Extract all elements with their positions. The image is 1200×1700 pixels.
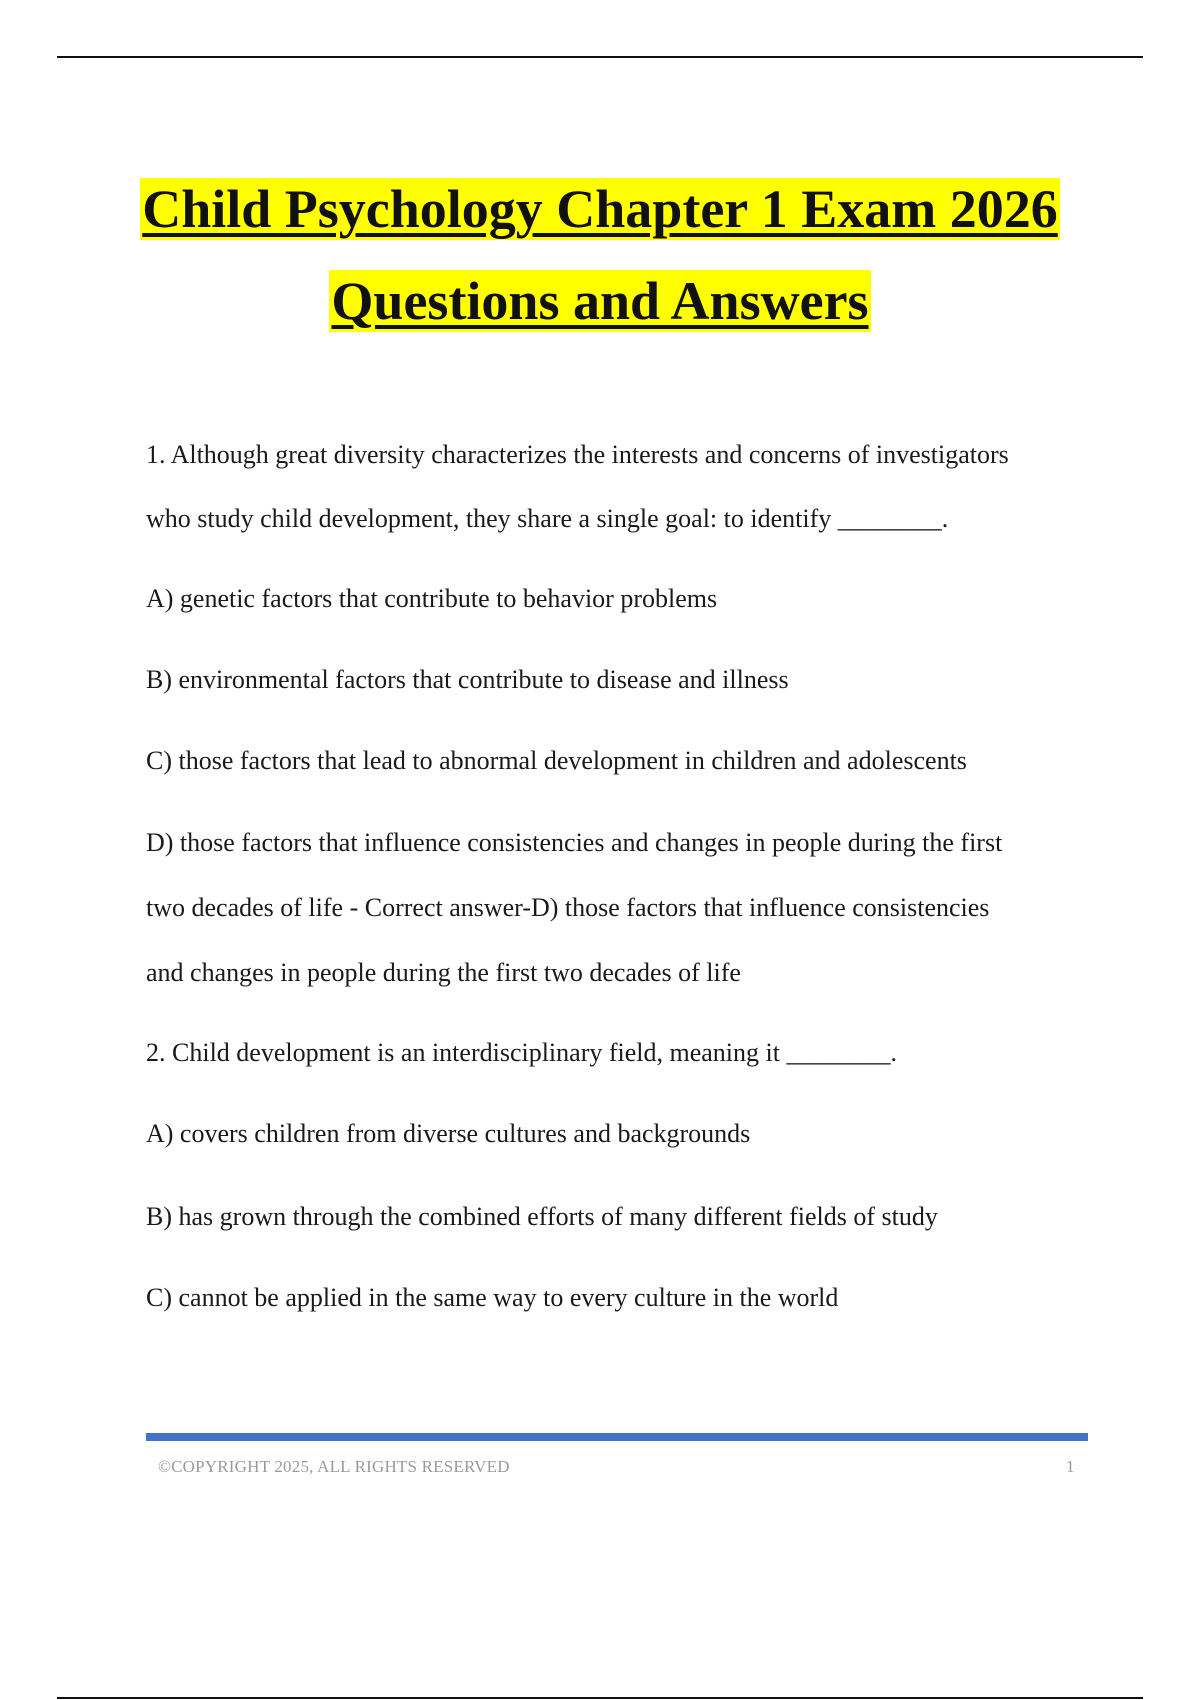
title-line-2: Questions and Answers bbox=[331, 271, 869, 331]
q2-option-a: A) covers children from diverse cultures and backgrounds bbox=[146, 1119, 751, 1148]
q1-option-d-line-2: two decades of life - Correct answer-D) those factors that influence consistencies bbox=[146, 893, 990, 922]
q1-option-a: A) genetic factors that contribute to behavior problems bbox=[146, 584, 718, 613]
q1-option-b: B) environmental factors that contribute to disease and illness bbox=[146, 665, 789, 694]
q1-stem-line-2: who study child development, they share a single goal: to identify ________. bbox=[146, 504, 949, 533]
q2-option-b: B) has grown through the combined efforts of many different fields of study bbox=[146, 1202, 938, 1231]
top-rule bbox=[57, 56, 1143, 58]
title-line-1: Child Psychology Chapter 1 Exam 2026 bbox=[142, 179, 1058, 239]
q1-option-d-line-3: and changes in people during the first two decades of life bbox=[146, 958, 741, 987]
page-number: 1 bbox=[1066, 1457, 1075, 1476]
q1-option-d-line-1: D) those factors that influence consistencies and changes in people during the first bbox=[146, 828, 1003, 857]
q1-stem-line-1: 1. Although great diversity characterizes the interests and concerns of investigators bbox=[146, 440, 1009, 469]
footer-copyright: ©COPYRIGHT 2025, ALL RIGHTS RESERVED bbox=[158, 1457, 510, 1476]
q1-option-c: C) those factors that lead to abnormal development in children and adolescents bbox=[146, 746, 967, 775]
footer-bar bbox=[146, 1433, 1088, 1441]
bottom-rule bbox=[57, 1697, 1143, 1699]
q2-stem: 2. Child development is an interdisciplinary field, meaning it ________. bbox=[146, 1038, 897, 1067]
document-title bbox=[0, 178, 1200, 332]
q2-option-c: C) cannot be applied in the same way to every culture in the world bbox=[146, 1283, 839, 1312]
